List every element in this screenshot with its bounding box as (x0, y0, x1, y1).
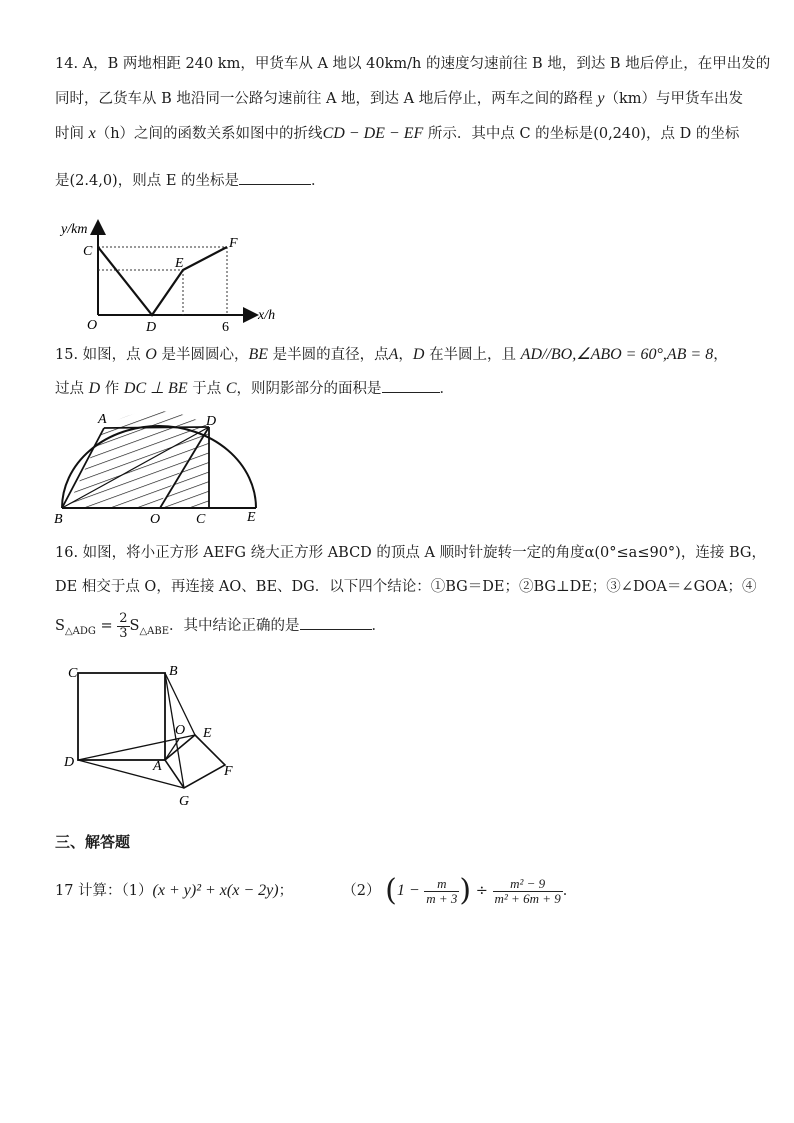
square-ABCD (78, 673, 165, 760)
label-D: D (206, 414, 217, 429)
q15-line-1: 15. 如图，点 O 是半圆圆心，BE 是半圆的直径，点A，D 在半圆上，且 AD//BO,∠ABO = 60°,AB = 8， (55, 346, 728, 363)
label-B: B (169, 664, 178, 679)
label-O: O (175, 723, 186, 738)
label-D: D (64, 755, 75, 770)
q14-line-3: 时间 x（h）之间的函数关系如图中的折线CD − DE − EF 所示．其中点 C 的坐标是(0,240)，点 D 的坐标 (55, 125, 740, 142)
answer-blank (239, 170, 311, 185)
label-B: B (54, 512, 63, 527)
q14-line-2: 同时，乙货车从 B 地沿同一公路匀速前往 A 地，到达 A 地后停止，两车之间的路程 y（km）与甲货车出发 (55, 90, 744, 107)
label-A: A (98, 412, 107, 427)
label-C: C (83, 244, 93, 259)
square-AEFG (165, 735, 225, 788)
label-D: D (146, 320, 157, 335)
polyline-cdef (98, 247, 227, 315)
label-F: F (229, 236, 238, 251)
label-G: G (179, 794, 190, 809)
q17-line: 17 计算：（1）(x + y)² + x(x − 2y)； （2） (1 − $\frac{m}{m + 3}$ ) ÷ $\frac{\text{m² − 9}}{\text{m² + 6m + 9}}$ ． (55, 873, 578, 908)
answer-blank (300, 615, 372, 630)
q14-graph (55, 215, 285, 335)
q14-line-1: 14. A，B 两地相距 240 km，甲货车从 A 地以 40km/h 的速度匀速前往 B 地，到达 B 地后停止，在甲出发的 (55, 56, 771, 72)
y-axis-label: y/km (61, 222, 88, 237)
label-E: E (203, 726, 212, 741)
q16-line-1: 16. 如图，将小正方形 AEFG 绕大正方形 ABCD 的顶点 A 顺时针旋转一定的角度α(0°≤a≤90°)，连接 BG， (55, 545, 766, 561)
label-E: E (175, 256, 184, 271)
q16-line-2: DE 相交于点 O，再连接 AO、BE、DG．以下四个结论：①BG＝DE；②BG⊥DE；③∠DOA＝∠GOA；④ (55, 579, 757, 595)
label-E: E (247, 510, 256, 525)
q16-line-3: $S_{\triangle ADG}$ = $\frac{2}{3}$ $S_{\triangle ABE}$．其中结论正确的是 ． (55, 610, 387, 641)
q15-line-2: 过点 D 作 DC ⊥ BE 于点 C，则阴影部分的面积是 ． (55, 380, 454, 397)
label-C: C (68, 666, 78, 681)
label-C: C (196, 512, 206, 527)
answer-blank (382, 378, 440, 393)
q14-line-4: 是(2.4,0)，则点 E 的坐标是 ． (55, 170, 326, 191)
tick-6: 6 (222, 320, 229, 335)
label-F: F (224, 764, 233, 779)
label-O: O (87, 318, 98, 333)
section-title: 三、解答题 (55, 833, 131, 851)
label-A: A (153, 759, 162, 774)
q15-figure (50, 405, 280, 530)
q16-figure (55, 660, 255, 810)
x-axis-label: x/h (258, 308, 276, 323)
label-O: O (150, 512, 161, 527)
